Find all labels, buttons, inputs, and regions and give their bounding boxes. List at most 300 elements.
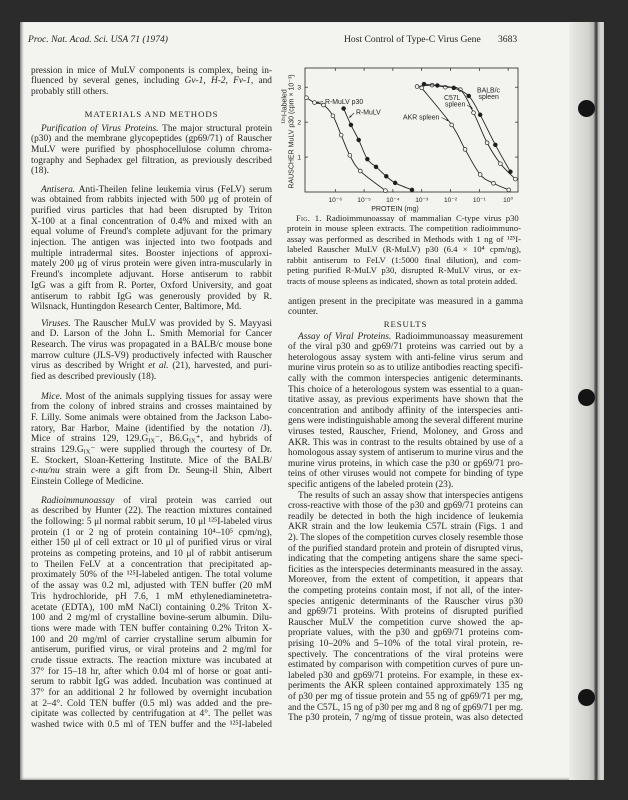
text-line — [31, 592, 272, 603]
text-run: fluenced by several genes, including — [31, 76, 185, 87]
text-line — [288, 713, 523, 724]
text-line — [288, 607, 523, 618]
data-point-akr-spleen — [492, 181, 496, 185]
line-text — [41, 124, 272, 134]
line-text: peting purified R-MuLV p30, disrupted R-MuLV virus, or ex- — [287, 265, 521, 276]
line-text: AKR. This was in contrast to the results obtained by use of a — [288, 437, 523, 448]
text-line — [31, 528, 272, 539]
curve-label: R-MuLV — [356, 109, 381, 117]
text-line — [31, 635, 272, 646]
line-text: proximately 50% of the ¹²⁵I-labeled antigen. The total volume — [31, 570, 272, 581]
text-line — [288, 469, 523, 480]
line-text: of p30 per mg of tissue protein and 55 ng of gp69/71 per mg, — [288, 691, 523, 702]
y-axis-label: ¹²⁵I-labeled — [281, 89, 289, 124]
line-text: specific antigens of the labeled protein (23). — [288, 480, 454, 490]
italic-run: H-2 — [210, 76, 226, 87]
line-text: Wilsnack, Huntingdon Research Center, Baltimore, Md. — [31, 302, 242, 313]
text-line — [31, 688, 272, 699]
data-point-r-mulv — [374, 165, 378, 169]
text-line — [31, 259, 272, 270]
text-line — [31, 124, 272, 135]
text-line — [31, 249, 272, 260]
data-point-balb-c-spleen — [422, 82, 426, 86]
text-line — [31, 329, 272, 340]
line-text: counter. — [288, 307, 318, 318]
text-line — [31, 145, 272, 156]
text-line — [31, 87, 272, 98]
line-text: heterologous assay system with anti-feline virus serum and — [288, 352, 523, 363]
data-point-balb-c-spleen — [452, 86, 456, 90]
line-text: gens were indistinguishable among the several different murine — [288, 416, 523, 427]
line-text: species antigenic determinants of the Rauscher virus p30 — [288, 596, 523, 607]
text-line — [288, 575, 523, 586]
text-run: ⁺, and hybrids of — [195, 434, 272, 445]
paragraph-viruses — [31, 319, 272, 383]
subscript-run: IX — [188, 437, 196, 445]
line-text: fied as described previously (18). — [31, 372, 157, 383]
x-tick-label: 10⁻⁵ — [357, 197, 371, 204]
line-text: rabbit antiserum to FeLV (1:5000 final dilution), and com- — [287, 254, 521, 265]
line-text: viruses tested, Rauscher, Friend, Moloney, and Gross and — [288, 427, 523, 438]
punch-hole-icon — [578, 689, 595, 706]
paragraph-radioimmunoassay — [31, 496, 272, 731]
line-text: murine virus proteins, in which case the p30 or gp69/71 pro- — [288, 458, 523, 469]
text-line — [288, 416, 523, 427]
line-text: probably still others. — [31, 87, 109, 98]
line-text: 37° for an additional 2 hr followed by overnight incubation — [31, 688, 272, 699]
text-run: strains 129.G — [31, 445, 84, 456]
line-text — [41, 319, 272, 329]
text-line — [288, 565, 523, 576]
text-line — [288, 618, 523, 629]
data-point-c57l-spleen — [499, 162, 503, 166]
text-line — [31, 581, 272, 592]
punch-hole-icon — [578, 389, 595, 406]
text-line — [288, 660, 523, 671]
line-text: Rauscher MuLV the competition curve showed the ap- — [288, 617, 523, 628]
line-text: X-100 at a final concentration of 0.4% and mixed with an — [31, 216, 272, 227]
text-line — [31, 302, 272, 313]
text-run: of viral protein was carried out — [114, 495, 272, 506]
text-line — [31, 603, 272, 614]
text-line — [31, 372, 272, 383]
text-line — [288, 692, 523, 703]
text-line — [31, 570, 272, 581]
text-line — [31, 319, 272, 330]
line-text: ficities as the interspecies determinants measured in the assay. — [288, 564, 523, 575]
line-text: indicating that the competing antigens share the same speci- — [288, 554, 523, 565]
line-text: marrow culture (JLS-V9) productively infected with Rauscher — [31, 350, 272, 361]
x-tick-label: 10⁻⁴ — [386, 197, 400, 204]
text-line — [288, 681, 523, 692]
line-text: The p30 protein, 7 ng/mg of tissue protein, was also detected — [288, 713, 523, 724]
x-tick-label: 10⁻¹ — [472, 197, 486, 204]
line-text: prising 10–20% and 5–10% of the total viral protein, re- — [288, 639, 523, 649]
text-line — [288, 342, 523, 353]
curve-label: C57L — [444, 95, 461, 102]
italic-run: Gv-1 — [184, 76, 204, 87]
line-text: crude tissue extracts. The reaction mixture was incubated at — [31, 655, 272, 666]
text-line — [31, 351, 272, 362]
text-line — [288, 448, 523, 459]
line-text: of the purified standard protein and protein of disrupted virus, — [288, 543, 523, 554]
text-run: virus as described by Wright — [31, 361, 149, 372]
text-line — [288, 703, 523, 714]
italic-run: et al. — [148, 361, 169, 372]
line-text — [41, 496, 272, 506]
line-text: was obtained from rabbits injected with 500 μg of protein of — [31, 195, 272, 206]
line-text: protein (1 or 2 ng of protein containing 10⁴–10⁵ cpm/ng), — [31, 527, 272, 538]
data-point-r-mulv — [349, 123, 353, 127]
data-point-r-mulv-p30 — [305, 96, 309, 100]
text-line — [288, 628, 523, 639]
line-text: propriate values, with the p30 and gp69/71 proteins com- — [288, 628, 523, 639]
data-point-balb-c-spleen — [435, 84, 439, 88]
data-point-balb-c-spleen — [478, 113, 482, 117]
italic-run: c-nu/nu — [31, 466, 60, 477]
line-text: The results of such an assay show that interspecies antigens — [298, 490, 523, 501]
text-line — [288, 395, 523, 406]
subscript-run: IX — [83, 448, 91, 456]
text-line — [31, 645, 272, 656]
text-line — [288, 501, 523, 512]
figure-label: Fig. 1. — [296, 212, 322, 223]
data-point-r-mulv — [393, 181, 397, 185]
data-point-akr-spleen — [420, 86, 424, 90]
line-text — [31, 445, 272, 455]
text-line — [288, 297, 523, 308]
line-text: murine virus protein so as to utilize antibodies reacting specifi- — [288, 363, 523, 374]
line-text: readily be detected in both the high incidence of leukemia — [288, 511, 523, 522]
data-point-r-mulv — [365, 157, 369, 161]
section-heading-results: RESULTS — [383, 318, 428, 329]
line-text: estimated by comparison with competition curves of pure un- — [288, 660, 523, 671]
line-text — [298, 332, 523, 342]
text-line — [288, 597, 523, 608]
text-line — [31, 238, 272, 249]
line-text — [296, 213, 519, 223]
text-run: The major structural protein — [158, 123, 273, 134]
text-line — [288, 385, 523, 396]
line-text: cally with the common interspecies antigenic determinants. — [288, 374, 523, 385]
line-text: homologous assay system of antiserum to murine virus and the — [288, 448, 523, 459]
line-text: Tris hydrochloride, pH 7.6, 1 mM ethylenediaminetetra- — [31, 591, 272, 602]
text-line — [288, 374, 523, 385]
line-text: and D. Larson of the John L. Smith Memorial for Cancer — [31, 329, 272, 340]
line-text: Einstein College of Medicine. — [31, 477, 144, 488]
text-line — [31, 206, 272, 217]
text-run: strain were a gift from Dr. Seung-il Shin, Albert — [59, 466, 272, 477]
line-text — [41, 392, 272, 402]
text-line — [288, 353, 523, 364]
line-text: Moreover, from the extent of competition, it appears that — [288, 575, 523, 586]
text-line — [288, 307, 523, 318]
line-text: periments the AKR spleen contained approximately 135 ng — [288, 681, 523, 692]
data-point-r-mulv — [384, 174, 388, 178]
curve-label: spleen — [445, 101, 466, 109]
line-text: and gp69/71 proteins. With proteins of disrupted purified — [288, 607, 523, 618]
text-line — [288, 406, 523, 417]
line-text: Research. The virus was propagated in a BALB/c mouse bone — [31, 340, 272, 351]
line-text: tions were made with TEN buffer containing 0.2% Triton X- — [31, 623, 272, 634]
italic-run: Mice. — [41, 391, 63, 402]
data-point-r-mulv — [342, 107, 346, 111]
x-axis-label: PROTEIN (mg) — [371, 206, 419, 213]
y-tick-label: 1 — [297, 154, 301, 162]
line-text: assay was performed as described in Methods with 1 ng of ¹²⁵I- — [287, 233, 521, 244]
data-point-balb-c-spleen — [509, 170, 513, 174]
italic-run: Viruses. — [41, 318, 71, 329]
text-line — [31, 434, 272, 445]
text-line — [31, 66, 272, 77]
line-text: IgG was a gift from R. Porter, Oxford University, and goat — [31, 280, 272, 291]
line-text: washed twice with 0.5 ml of TEN buffer and the ¹²⁵I-labeled — [31, 720, 272, 731]
paragraph-results — [288, 491, 523, 724]
line-text: 37° for 15–18 hr, after which 0.04 ml of horse or goat anti- — [31, 666, 272, 677]
text-line — [31, 340, 272, 351]
text-line — [31, 166, 272, 177]
y-tick-label: 3 — [297, 84, 301, 92]
text-run: ⁻, B6.G — [155, 434, 189, 445]
text-line — [31, 667, 272, 678]
data-point-r-mulv-p30 — [348, 153, 352, 157]
curve-label: AKR spleen — [403, 114, 440, 122]
line-text: the following: 5 μl normal rabbit serum, 10 μl ¹²⁵I-labeled virus — [31, 517, 272, 528]
text-line — [31, 195, 272, 206]
text-line — [31, 699, 272, 710]
line-text: This choice of a heterologous system was essential to a quan- — [288, 384, 523, 395]
line-text: teins of other viruses would not compete for binding of type — [288, 469, 523, 480]
paragraph-antisera — [31, 185, 272, 313]
line-text — [31, 361, 272, 371]
text-line — [31, 677, 272, 688]
text-run: Radioimmunoassay measurement — [391, 331, 523, 342]
line-text: serum to rabbit IgG was added. Incubation was continued at — [31, 677, 272, 688]
italic-run: Assay of Viral Proteins. — [298, 331, 392, 342]
text-run: Most of the animals supplying tissues for assay were — [62, 391, 272, 402]
data-point-akr-spleen — [463, 147, 467, 151]
line-text: F. Lilly. Some animals were obtained from the Jackson Labo- — [31, 413, 272, 424]
curve-label: BALB/c — [477, 87, 500, 95]
paragraph-continued — [288, 297, 523, 318]
data-point-r-mulv-p30 — [384, 189, 388, 193]
text-run: ⁻ were supplied through the courtesy of Dr. — [90, 445, 272, 456]
text-line — [288, 639, 523, 650]
data-point-balb-c-spleen — [493, 143, 497, 147]
text-line — [288, 459, 523, 470]
text-line — [31, 413, 272, 424]
data-point-akr-spleen — [478, 173, 482, 177]
line-text: of the viral p30 and gp69/71 proteins was carried out by a — [288, 342, 523, 353]
text-run: , — [203, 76, 211, 87]
data-point-r-mulv-p30 — [313, 101, 317, 105]
data-point-akr-spleen — [507, 188, 511, 192]
text-line — [287, 244, 521, 255]
text-line — [288, 586, 523, 597]
line-text: 100 and 20 mg/ml of carrier crystalline serum albumin for — [31, 634, 272, 645]
line-text: titative assay, as previous experiments have shown that the — [288, 395, 523, 406]
text-line — [31, 656, 272, 667]
line-text: equal volume of Freund's complete adjuvant for the primary — [31, 227, 272, 238]
text-line — [31, 538, 272, 549]
text-line — [31, 517, 272, 528]
line-text: pression in mice of MuLV components is complex, being in- — [31, 65, 272, 76]
text-run: , — [225, 76, 234, 87]
text-line — [288, 438, 523, 449]
line-text: injection. The antigen was injected into two footpads and — [31, 238, 272, 249]
data-point-r-mulv — [357, 138, 361, 142]
line-text: antiserum, purified virus, or viral proteins and 2 mg/ml for — [31, 645, 272, 656]
data-point-c57l-spleen — [485, 141, 489, 145]
line-text: (p30) and the membrane glycopeptides (gp69/71) of Rauscher — [31, 134, 272, 145]
text-line — [31, 477, 272, 488]
line-text — [31, 76, 272, 86]
journal-citation: Proc. Nat. Acad. Sci. USA 71 (1974) — [28, 33, 168, 45]
text-line — [31, 445, 272, 456]
line-text: from the colony of inbred strains and crosses maintained by — [31, 402, 272, 413]
line-text: as described by Hunter (22). The reaction mixtures contained — [31, 506, 272, 517]
text-line — [288, 671, 523, 682]
italic-run: Radioimmunoassay — [41, 495, 115, 506]
text-run: , and — [250, 76, 272, 87]
text-line — [31, 720, 272, 731]
line-text: spectively. The concentrations of the viral proteins were — [288, 649, 523, 660]
text-line — [287, 265, 521, 276]
line-text: E. Stockert, Sloan-Kettering Institute. Mice of the BALB/ — [31, 455, 272, 466]
line-text: AKR strain and the low leukemia C57L strain (Figs. 1 and — [288, 522, 523, 533]
text-line — [31, 549, 272, 560]
text-line — [31, 76, 272, 87]
line-text: labeled p30 and gp69/71 proteins. For example, in these ex- — [288, 670, 523, 681]
text-line — [288, 522, 523, 533]
text-line — [288, 363, 523, 374]
paragraph-assay-viral-proteins — [288, 332, 523, 491]
text-line — [31, 392, 272, 403]
text-line — [288, 512, 523, 523]
text-line — [31, 496, 272, 507]
text-line — [31, 134, 272, 145]
subscript-run: IX — [148, 437, 155, 445]
x-tick-label: 10⁻² — [444, 197, 458, 204]
text-line — [31, 613, 272, 624]
text-line — [31, 361, 272, 372]
line-text: (18). — [31, 166, 49, 177]
curve-r-mulv — [344, 109, 412, 190]
curve-label: spleen — [478, 94, 499, 102]
text-line — [31, 292, 272, 303]
text-line — [31, 456, 272, 467]
text-line — [287, 255, 521, 266]
line-text: proteins as competing proteins, and 10 μl of rabbit antiserum — [31, 549, 272, 560]
data-point-r-mulv-p30 — [331, 114, 335, 118]
curve-label: R-MuLV p30 — [325, 99, 364, 106]
data-point-akr-spleen — [450, 123, 454, 127]
text-line — [31, 227, 272, 238]
x-tick-label: 10⁰ — [503, 197, 514, 204]
text-line — [31, 156, 272, 167]
text-line — [288, 650, 523, 661]
line-text: antiserum to rabbit IgG was generously provided by R. — [31, 291, 272, 302]
text-line — [31, 281, 272, 292]
line-text: 100 and 2 mg/ml of crystalline bovine-serum albumin. Dilu- — [31, 613, 272, 624]
text-line — [287, 234, 521, 245]
line-text: labeled Rauscher MuLV (R-MuLV) p30 (6.4 × 10⁴ cpm/ng), — [287, 244, 521, 255]
line-text: acetate (EDTA), 100 mM NaCl) containing 0.2% Triton X- — [31, 602, 272, 613]
line-text: the competing proteins contain most, if not all, of the inter- — [288, 586, 523, 597]
paragraph-intro — [31, 66, 272, 98]
line-text: ratory, Bar Harbor, Maine (identified by the notation /J). — [31, 423, 272, 434]
italic-run: Fv-1 — [233, 76, 251, 87]
text-line — [288, 332, 523, 343]
line-text: concentration and antibody affinity of the interspecies anti- — [288, 405, 523, 416]
y-axis-label: RAUSCHER MuLV p30 (cpm × 10⁻³) — [288, 74, 296, 189]
text-line — [31, 424, 272, 435]
text-line — [288, 480, 523, 491]
text-run: Radioimmunoassay of mammalian C-type virus p30 — [321, 212, 519, 223]
text-line — [288, 554, 523, 565]
line-text — [31, 466, 272, 476]
italic-run: Purification of Virus Proteins. — [41, 123, 159, 134]
line-text: purified virus particles that had been disrupted by Triton — [31, 206, 272, 217]
text-line — [287, 276, 521, 287]
label-arrow-icon — [317, 102, 324, 103]
punch-hole-icon — [578, 100, 595, 117]
line-text: tography and Sephadex gel filtration, as previously described — [31, 155, 272, 166]
line-text: to Theilen FeLV at a concentration that precipitated ap- — [31, 559, 272, 570]
line-text: tracts of mouse spleens as indicated, shown as total protein added. — [287, 275, 518, 286]
paragraph-mice — [31, 392, 272, 488]
line-text — [31, 434, 272, 444]
label-arrow-icon — [350, 113, 355, 118]
line-text: mately 200 μg of virus protein were given intra-muscularly in — [31, 259, 272, 270]
line-text: of the assay was 0.2 ml, adjusted with TEN buffer (20 mM — [31, 581, 272, 592]
x-tick-label: 10⁻³ — [415, 197, 429, 204]
section-heading-materials-methods: MATERIALS AND METHODS — [84, 108, 219, 119]
text-line — [31, 560, 272, 571]
data-point-r-mulv-p30 — [358, 169, 362, 173]
text-run: Anti-Theilen feline leukemia virus (FeLV) serum — [75, 184, 272, 195]
text-line — [287, 213, 521, 224]
data-point-r-mulv-p30 — [339, 133, 343, 137]
text-line — [31, 624, 272, 635]
text-line — [31, 402, 272, 413]
italic-run: Antisera. — [41, 184, 76, 195]
figure-1-chart — [280, 55, 530, 220]
text-run: (21), harvested, and puri- — [168, 361, 272, 372]
text-line — [288, 544, 523, 555]
figure-caption — [287, 213, 521, 287]
line-text: at 2–4°. Cold TEN buffer (0.5 ml) was added and the pre- — [31, 698, 272, 709]
text-line — [31, 270, 272, 281]
line-text: and the C57L, 15 ng of p30 per mg and 8 ng of gp69/71 per mg. — [288, 702, 523, 713]
text-line — [31, 185, 272, 196]
text-run: The Rauscher MuLV was provided by S. Mayyasi — [70, 318, 272, 329]
data-point-r-mulv — [410, 188, 414, 192]
line-text: antigen present in the precipitate was measured in a gamma — [288, 296, 523, 307]
text-line — [31, 466, 272, 477]
line-text: multiple intradermal sites. Booster injections of approxi- — [31, 248, 272, 259]
data-point-balb-c-spleen — [467, 94, 471, 98]
line-text: Freund's incomplete adjuvant. Horse antiserum to rabbit — [31, 270, 272, 281]
text-line — [288, 427, 523, 438]
text-line — [31, 709, 272, 720]
line-text — [41, 185, 272, 195]
line-text: 2). The slopes of the competition curves closely resemble those — [288, 533, 523, 544]
page-number: 3683 — [498, 33, 518, 45]
line-text: MuLV were purified by phosphocellulose column chroma- — [31, 145, 272, 156]
line-text: either 150 μl of cell extract or 10 μl of purified virus or viral — [31, 538, 272, 549]
x-tick-label: 10⁻⁶ — [328, 197, 343, 204]
